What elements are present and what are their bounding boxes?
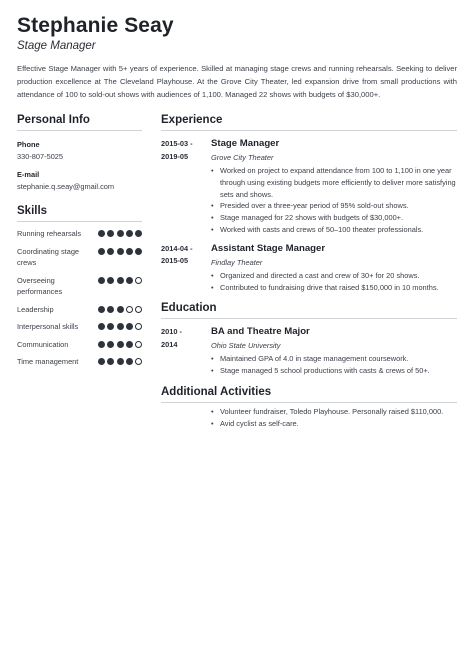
skill-name: Leadership bbox=[17, 304, 54, 314]
skill-row bbox=[17, 246, 142, 269]
entry-dates bbox=[161, 326, 211, 377]
phone-label: Phone bbox=[17, 140, 40, 149]
entry-body bbox=[211, 138, 457, 236]
date-start: 2010 - bbox=[161, 327, 182, 337]
date-start: 2014-04 - bbox=[161, 243, 193, 253]
left-column bbox=[17, 114, 142, 368]
filled-dot-icon bbox=[117, 358, 124, 365]
entry-bullets bbox=[211, 165, 457, 236]
date-end: 2015-05 bbox=[161, 256, 189, 266]
bullet-item: • Stage managed for 22 shows with budgets of $30,000+. bbox=[211, 212, 457, 224]
filled-dot-icon bbox=[98, 323, 105, 330]
date-start: 2015-03 - bbox=[161, 139, 193, 148]
skill-rating bbox=[98, 341, 142, 348]
filled-dot-icon bbox=[98, 358, 105, 365]
filled-dot-icon bbox=[117, 277, 124, 284]
entry-organization: Grove City Theater bbox=[211, 153, 274, 162]
bullet-item: • Organized and directed a cast and crew of 30+ for 20 shows. bbox=[211, 270, 457, 282]
skill-row bbox=[17, 339, 142, 351]
filled-dot-icon bbox=[107, 323, 114, 330]
filled-dot-icon bbox=[117, 306, 124, 313]
filled-dot-icon bbox=[117, 341, 124, 348]
filled-dot-icon bbox=[107, 341, 114, 348]
skill-row bbox=[17, 228, 142, 240]
filled-dot-icon bbox=[107, 358, 114, 365]
date-end: 2019-05 bbox=[161, 151, 189, 161]
filled-dot-icon bbox=[107, 277, 114, 284]
personal-info-heading: Personal Info bbox=[17, 114, 142, 131]
filled-dot-icon bbox=[117, 323, 124, 330]
date-end: 2014 bbox=[161, 339, 178, 349]
bullet-item: • Volunteer fundraiser, Toledo Playhouse. Personally raised $110,000. bbox=[211, 406, 457, 418]
filled-dot-icon bbox=[107, 306, 114, 313]
filled-dot-icon bbox=[98, 277, 105, 284]
skill-rating bbox=[98, 230, 142, 237]
bullet-item: • Contributed to fundraising drive that raised $150,000 in 10 months. bbox=[211, 282, 457, 294]
entry-organization: Findlay Theater bbox=[211, 257, 263, 267]
skill-name: Time management bbox=[17, 357, 79, 366]
bullet-item: • Worked with casts and crews of 50–100 theater professionals. bbox=[211, 224, 457, 236]
filled-dot-icon bbox=[135, 230, 142, 237]
education-list bbox=[161, 326, 457, 377]
entry-organization: Ohio State University bbox=[211, 341, 281, 351]
skill-rating bbox=[98, 358, 142, 365]
empty-dot-icon bbox=[135, 341, 142, 348]
bullet-item: • Avid cyclist as self-care. bbox=[211, 418, 457, 430]
activities-list bbox=[211, 406, 457, 430]
empty-dot-icon bbox=[135, 277, 142, 284]
filled-dot-icon bbox=[126, 341, 133, 348]
skill-row bbox=[17, 321, 142, 333]
skill-name: Communication bbox=[17, 339, 69, 349]
bullet-item: • Maintained GPA of 4.0 in stage management coursework. bbox=[211, 353, 457, 365]
filled-dot-icon bbox=[98, 306, 105, 313]
summary: Effective Stage Manager with 5+ years of experience. Skilled at managing stage crews and running rehearsals. Seeking to deliver production excellence at The Cleveland Playhouse. At the Grove City Theater, led expansion drive from small productions with attendance of 100 to sold-out shows with audiences of 1,100. Managed 22 shows with budgets of $30,000+. bbox=[17, 64, 457, 99]
filled-dot-icon bbox=[117, 248, 124, 255]
filled-dot-icon bbox=[126, 230, 133, 237]
empty-dot-icon bbox=[135, 358, 142, 365]
skill-name: Interpersonal skills bbox=[17, 322, 79, 331]
empty-dot-icon bbox=[126, 306, 133, 313]
filled-dot-icon bbox=[126, 248, 133, 255]
experience-heading: Experience bbox=[161, 114, 457, 131]
skill-rating bbox=[98, 306, 142, 313]
skill-name: Overseeing performances bbox=[17, 275, 63, 296]
email-value: stephanie.q.seay@gmail.com bbox=[17, 182, 115, 191]
skills-heading: Skills bbox=[17, 205, 142, 222]
activities-heading: Additional Activities bbox=[161, 386, 457, 403]
skill-row bbox=[17, 356, 142, 368]
empty-dot-icon bbox=[135, 323, 142, 330]
filled-dot-icon bbox=[107, 248, 114, 255]
education-entry bbox=[161, 326, 457, 377]
phone-value: 330-807-5025 bbox=[17, 152, 64, 161]
empty-dot-icon bbox=[135, 306, 142, 313]
filled-dot-icon bbox=[126, 277, 133, 284]
filled-dot-icon bbox=[117, 230, 124, 237]
entry-dates bbox=[161, 243, 211, 294]
skill-row bbox=[17, 275, 142, 298]
filled-dot-icon bbox=[98, 341, 105, 348]
entry-body bbox=[211, 326, 457, 377]
email-label: E-mail bbox=[17, 170, 40, 179]
filled-dot-icon bbox=[98, 248, 105, 255]
filled-dot-icon bbox=[98, 230, 105, 237]
skills-list bbox=[17, 228, 142, 368]
filled-dot-icon bbox=[126, 358, 133, 365]
skill-rating bbox=[98, 323, 142, 330]
bullet-item: • Presided over a three-year period of 95% sold-out shows. bbox=[211, 200, 457, 212]
resume-role: Stage Manager bbox=[17, 40, 96, 52]
skill-row bbox=[17, 304, 142, 316]
entry-title: Assistant Stage Manager bbox=[211, 242, 326, 254]
filled-dot-icon bbox=[135, 248, 142, 255]
entry-title: BA and Theatre Major bbox=[211, 326, 310, 338]
bullet-item: • Stage managed 5 school productions with casts & crews of 50+. bbox=[211, 365, 457, 377]
right-column bbox=[161, 114, 457, 430]
entry-title: Stage Manager bbox=[211, 138, 280, 149]
entry-dates bbox=[161, 138, 211, 236]
experience-entry bbox=[161, 243, 457, 294]
skill-name: Running rehearsals bbox=[17, 229, 82, 238]
filled-dot-icon bbox=[126, 323, 133, 330]
bullet-item: • Worked on project to expand attendance from 100 to 1,100 in one year through using existing budgets more efficiently to deliver more satisfying sets and shows. bbox=[211, 165, 457, 200]
education-heading: Education bbox=[161, 302, 457, 319]
skill-name: Coordinating stage crews bbox=[17, 246, 80, 267]
filled-dot-icon bbox=[107, 230, 114, 237]
experience-list bbox=[161, 138, 457, 293]
experience-entry bbox=[161, 138, 457, 236]
entry-body bbox=[211, 243, 457, 294]
resume-name: Stephanie Seay bbox=[17, 14, 174, 37]
skill-rating bbox=[98, 248, 142, 255]
entry-bullets bbox=[211, 270, 457, 294]
skill-rating bbox=[98, 277, 142, 284]
entry-bullets bbox=[211, 353, 457, 377]
